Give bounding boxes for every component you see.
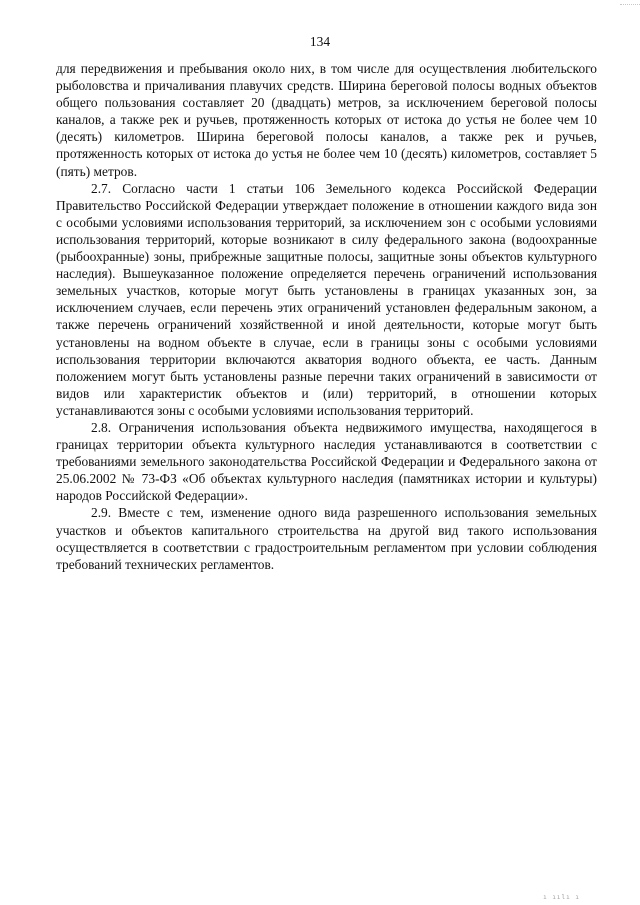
document-body: [56, 60, 597, 573]
page-number: 134: [309, 34, 331, 49]
scan-corner-mark: [620, 0, 640, 5]
paragraph-continuation: для передвижения и пребывания около них, в том числе для осуществления любительского рыболовства и причаливания плавучих средств. Ширина береговой полосы водных объектов общего пользования составляет 20 (двадцать) метров, за исключением береговой полосы каналов, а также рек и ручьев, протяженность которых от истока до устья не более чем 10 (десять) километров. Ширина береговой полосы каналов, а также рек и ручьев, протяженность которых от истока до устья не более чем 10 (десять) километров, составляет 5 (пять) метров.: [56, 61, 597, 179]
scan-barcode-mark: ı ıılı ı: [543, 894, 580, 901]
paragraph-2-8: 2.8. Ограничения использования объекта недвижимого имущества, находящегося в границах территории объекта культурного наследия устанавливаются в соответствии с требованиями земельного законодательства Российской Федерации и Федерального закона от 25.06.2002 № 73-ФЗ «Об объектах культурного наследия (памятниках истории и культуры) народов Российской Федерации».: [56, 419, 597, 504]
paragraph-2-7: 2.7. Согласно части 1 статьи 106 Земельного кодекса Российской Федерации Правительство Российской Федерации утверждает положение в отношении каждого вида зон с особыми условиями использования территорий, за исключением зон с особыми условиями использования территорий, которые возникают в силу федерального закона (водоохранные (рыбоохранные) зоны, прибрежные защитные полосы, защитные зоны объектов культурного наследия). Вышеуказанное положение определяется перечень ограничений использования земельных участков, которые могут быть установлены в границах указанных зон, за исключением случаев, если перечень этих ограничений установлен федеральным законом, а также перечень ограничений хозяйственной и иной деятельности, которые могут быть установлены на водном объекте в случае, если в границы зоны с особыми условиями использования территории включаются акватория водного объекта, ее часть. Данным положением могут быть установлены разные перечни таких ограничений в зависимости от видов или характеристик объектов и (или) территорий, в отношении которых устанавливаются зоны с особыми условиями использования территорий.: [56, 180, 597, 418]
paragraph-2-9: 2.9. Вместе с тем, изменение одного вида разрешенного использования земельных участков и объектов капитального строительства на другой вид такого использования осуществляется в соответствии с градостроительным регламентом при условии соблюдения требований технических регламентов.: [56, 505, 597, 572]
